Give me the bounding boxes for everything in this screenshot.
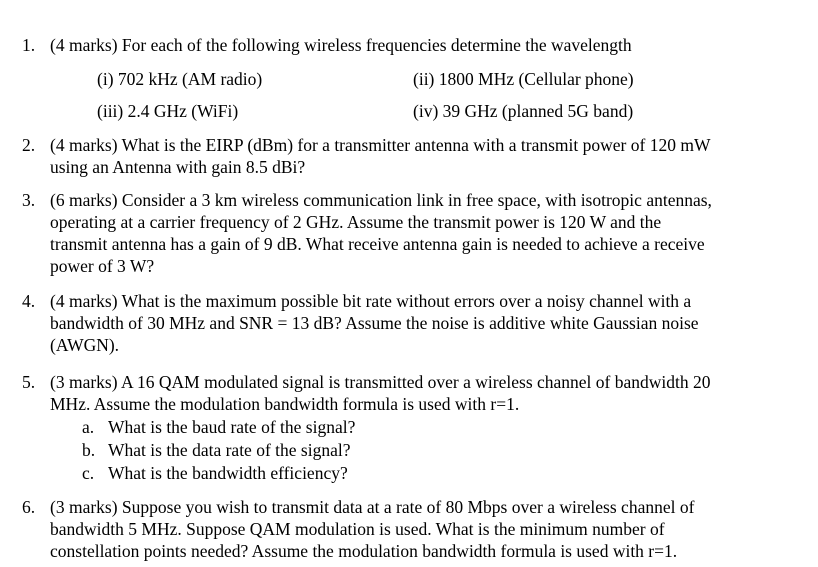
item-text: What is the baud rate of the signal?: [108, 417, 356, 437]
question-line: bandwidth of 30 MHz and SNR = 13 dB? Assume the noise is additive white Gaussian noise: [50, 313, 699, 333]
subpart-i: (i) 702 kHz (AM radio): [97, 69, 263, 89]
question-text: [50, 34, 810, 56]
question-number: 5.: [22, 372, 36, 392]
question-line: (4 marks) What is the maximum possible bit rate without errors over a noisy channel with a: [50, 291, 692, 311]
question-line: bandwidth 5 MHz. Suppose QAM modulation is used. What is the minimum number of: [50, 519, 665, 539]
question-text: [50, 189, 810, 277]
question-line: (6 marks) Consider a 3 km wireless communication link in free space, with isotropic antennas,: [50, 190, 712, 210]
question-line: transmit antenna has a gain of 9 dB. What receive antenna gain is needed to achieve a receive: [50, 234, 705, 254]
question-line: (4 marks) For each of the following wireless frequencies determine the wavelength: [50, 35, 632, 55]
list-item-c: [82, 462, 348, 484]
question-line: power of 3 W?: [50, 256, 155, 276]
question-line: operating at a carrier frequency of 2 GHz. Assume the transmit power is 120 W and the: [50, 212, 662, 232]
question-line: using an Antenna with gain 8.5 dBi?: [50, 157, 306, 177]
question-text: [50, 371, 810, 415]
item-label: a.: [82, 417, 95, 437]
question-number: 1.: [22, 35, 36, 55]
question-text: [50, 496, 810, 562]
subpart-ii: (ii) 1800 MHz (Cellular phone): [413, 69, 634, 89]
question-text: [50, 134, 810, 178]
list-item-a: [82, 416, 355, 438]
question-line: (AWGN).: [50, 335, 120, 355]
question-line: constellation points needed? Assume the modulation bandwidth formula is used with r=1.: [50, 541, 678, 561]
question-number: 3.: [22, 190, 36, 210]
item-label: b.: [82, 440, 96, 460]
item-text: What is the data rate of the signal?: [108, 440, 351, 460]
subpart-iii: (iii) 2.4 GHz (WiFi): [97, 101, 239, 121]
question-line: MHz. Assume the modulation bandwidth formula is used with r=1.: [50, 394, 520, 414]
question-number: 2.: [22, 135, 36, 155]
question-number: 6.: [22, 497, 36, 517]
question-line: (4 marks) What is the EIRP (dBm) for a transmitter antenna with a transmit power of 120 mW: [50, 135, 711, 155]
list-item-b: [82, 439, 350, 461]
question-number: 4.: [22, 291, 36, 311]
question-text: [50, 290, 810, 356]
question-line: (3 marks) A 16 QAM modulated signal is transmitted over a wireless channel of bandwidth 20: [50, 372, 711, 392]
item-text: What is the bandwidth efficiency?: [108, 463, 348, 483]
question-line: (3 marks) Suppose you wish to transmit data at a rate of 80 Mbps over a wireless channel of: [50, 497, 695, 517]
subpart-iv: (iv) 39 GHz (planned 5G band): [413, 101, 634, 121]
item-label: c.: [82, 463, 95, 483]
